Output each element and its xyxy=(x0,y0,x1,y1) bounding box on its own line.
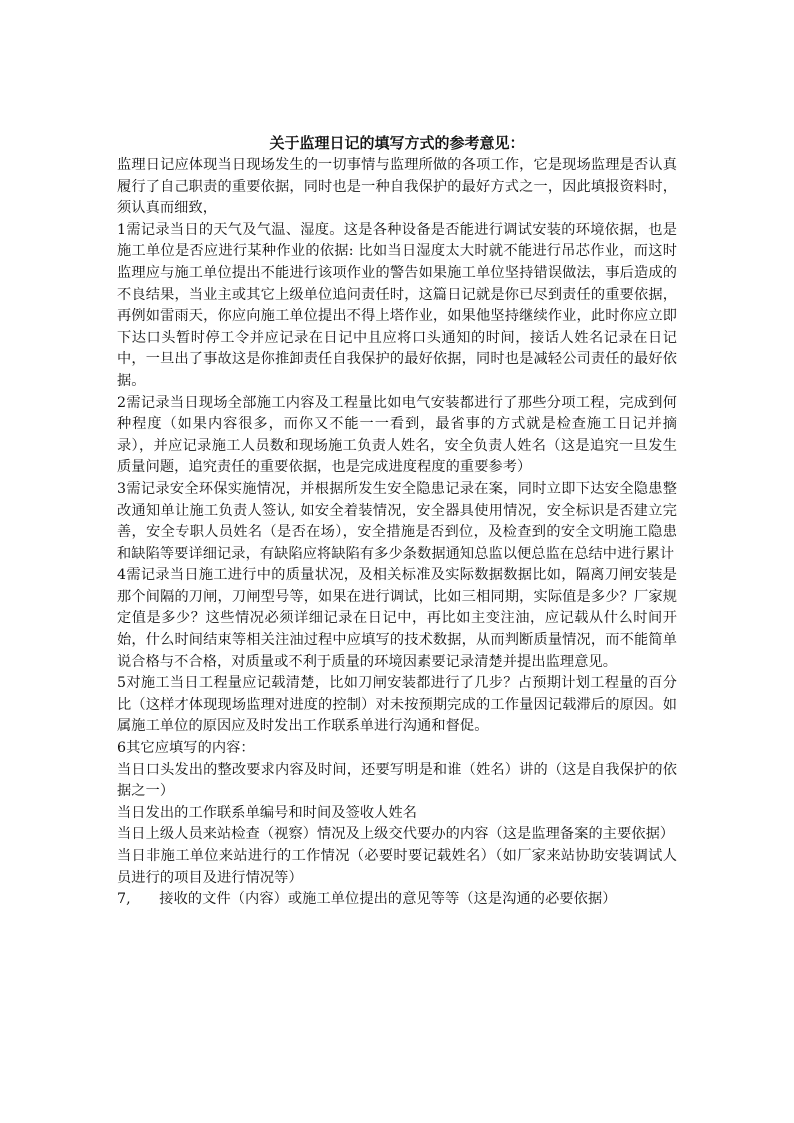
document-page xyxy=(117,133,677,911)
item-2-construction-content: 2需记录当日现场全部施工内容及工程量比如电气安装都进行了那些分项工程，完成到何种程度（如果内容很多，而你又不能一一看到，最省事的方式就是检查施工日记并摘录），并应记录施工人员数和现场施工负责人姓名，安全负责人姓名（这是追究一旦发生质量问题，追究责任的重要依据，也是完成进度程度的重要参考） xyxy=(117,394,677,476)
item-5-quantity: 5对施工当日工程量应记载清楚，比如刀闸安装都进行了几步？占预期计划工程量的百分比（这样才体现现场监理对进度的控制）对未按预期完成的工作量因记载滞后的原因。如属施工单位的原因应及时发出工作联系单进行沟通和督促。 xyxy=(117,675,677,735)
item-4-quality: 4需记录当日施工进行中的质量状况，及相关标准及实际数据数据比如，隔离刀闸安装是那个间隔的刀闸，刀闸型号等，如果在进行调试，比如三相同期，实际值是多少？厂家规定值是多少？这些情况必须详细记录在日记中，再比如主变注油，应记载从什么时间开始，什么时间结束等相关注油过程中应填写的技术数据，从而判断质量情况，而不能简单说合格与不合格，对质量或不利于质量的环境因素要记录清楚并提出监理意见。 xyxy=(117,567,677,670)
item-6-subitem: 当日口头发出的整改要求内容及时间，还要写明是和谁（姓名）讲的（这是自我保护的依据之一） xyxy=(117,761,677,800)
item-6-other-heading: 6其它应填写的内容： xyxy=(117,740,255,757)
item-6-subitem: 当日非施工单位来站进行的工作情况（必要时要记载姓名）（如厂家来站协助安装调试人员进行的项目及进行情况等） xyxy=(117,848,677,886)
item-6-subitem: 当日上级人员来站检查（视察）情况及上级交代要办的内容（这是监理备案的主要依据） xyxy=(117,826,675,843)
item-1-weather: 1需记录当日的天气及气温、湿度。这是各种设备是否能进行调试安装的环境依据，也是施工单位是否应进行某种作业的依据: 比如当日湿度太大时就不能进行吊芯作业，而这时监理应与施工单位提出不能进行该项作业的警告如果施工单位坚持错误做法，事后造成的不良结果，当业主或其它上级单位追问责任时，这篇日记就是你已尽到责任的重要依据，再例如雷雨天，你应向施工单位提出不得上塔作业，如果他坚持继续作业，此时你应立即下达口头暂时停工令并应记录在日记中且应将口头通知的时间，接话人姓名记录在日记中，一旦出了事故这是你推卸责任自我保护的最好依据，同时也是减轻公司责任的最好依据。 xyxy=(117,221,677,389)
item-6-subitem: 当日发出的工作联系单编号和时间及签收人姓名 xyxy=(117,804,418,821)
document-title: 关于监理日记的填写方式的参考意见： xyxy=(269,134,525,152)
item-3-safety: 3需记录安全环保实施情况，并根据所发生安全隐患记录在案，同时立即下达安全隐患整改通知单让施工负责人签认, 如安全着装情况，安全器具使用情况，安全标识是否建立完善，安全专职人员姓名（是否在场），安全措施是否到位，及检查到的安全文明施工隐患和缺陷等要详细记录，有缺陷应将缺陷有多少条数据通知总监以便总监在总结中进行累计 xyxy=(117,480,677,562)
item-7-documents: 7, 接收的文件（内容）或施工单位提出的意见等等（这是沟通的必要依据） xyxy=(117,891,617,908)
intro-paragraph: 监理日记应体现当日现场发生的一切事情与监理所做的各项工作，它是现场监理是否认真履行了自己职责的重要依据，同时也是一种自我保护的最好方式之一，因此填报资料时，须认真而细致， xyxy=(117,157,677,217)
